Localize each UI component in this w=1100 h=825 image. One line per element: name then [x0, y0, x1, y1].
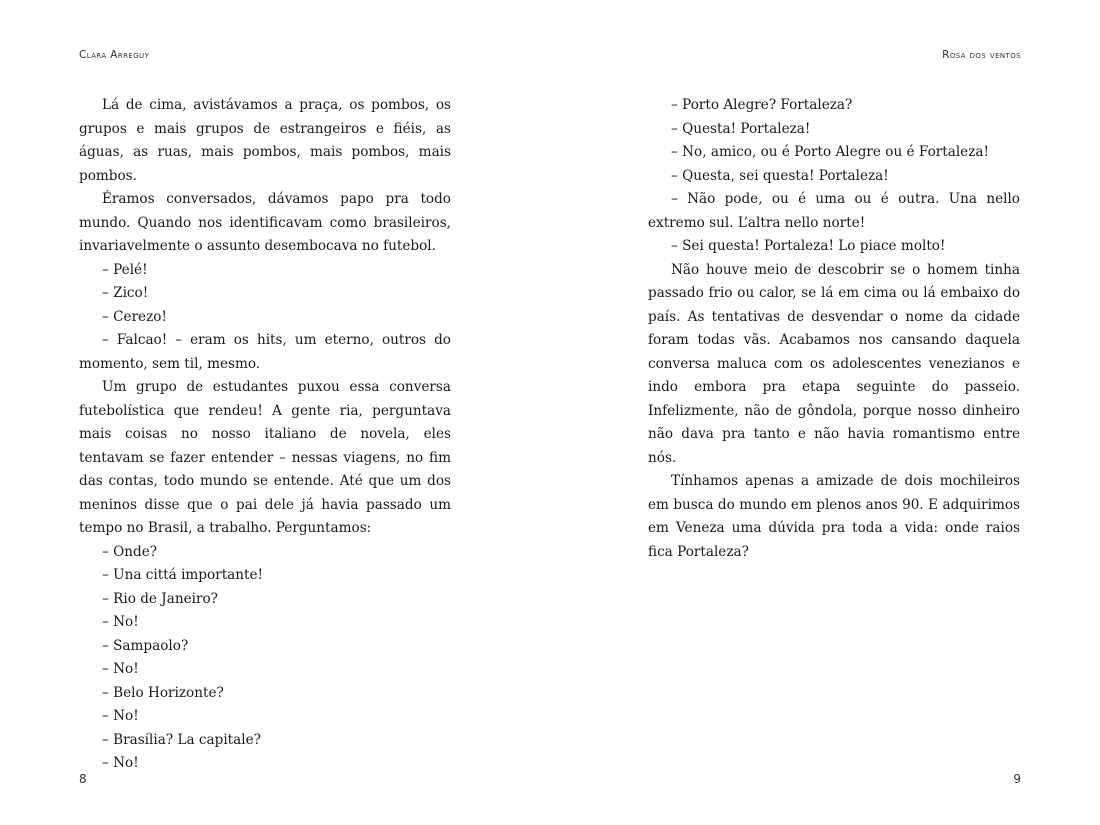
dialog-line: – No! — [102, 708, 139, 724]
dialog-line: – Zico! — [102, 285, 149, 301]
dialog-line: – Rio de Janeiro? — [102, 590, 218, 607]
dialog-line: – No, amico, ou é Porto Alegre ou é Fortaleza! — [671, 144, 989, 160]
right-page-body — [648, 94, 1020, 564]
dialog-line: – Porto Alegre? Fortaleza? — [671, 97, 853, 113]
dialog-line: – Cerezo! — [102, 308, 167, 325]
dialog-line: – No! — [102, 755, 139, 771]
dialog-line: – Questa! Portaleza! — [671, 120, 811, 137]
dialog-line: – Sei questa! Portaleza! Lo piace molto! — [671, 238, 946, 254]
dialog-line: – No! — [102, 661, 139, 677]
dialog-line: – Sampaolo? — [102, 637, 189, 654]
paragraph: Lá de cima, avistávamos a praça, os pombos, os grupos e mais grupos de estrangeiros e fiéis, as águas, as ruas, mais pombos, mais pombos, mais pombos. — [79, 97, 451, 184]
paragraph: – Não pode, ou é uma ou é outra. Una nello extremo sul. L’altra nello norte! — [648, 191, 1020, 231]
dialog-line: – Brasília? La capitale? — [102, 731, 261, 748]
running-head-title: Rosa dos ventos — [942, 49, 1021, 61]
dialog-line: – Pelé! — [102, 261, 148, 278]
dialog-line: – Una cittá importante! — [102, 567, 263, 583]
left-page-body — [79, 94, 451, 776]
running-head-author: Clara Arreguy — [79, 49, 150, 61]
dialog-line: – No! — [102, 614, 139, 630]
page-number-right: 9 — [1013, 772, 1021, 786]
paragraph: Tínhamos apenas a amizade de dois mochileiros em busca do mundo em plenos anos 90. E adquirimos em Veneza uma dúvida pra toda a vida: onde raios fica Portaleza? — [648, 473, 1020, 560]
paragraph: Não houve meio de descobrir se o homem tinha passado frio ou calor, se lá em cima ou lá embaixo do país. As tentativas de desvendar o nome da cidade foram todas vãs. Acabamos nos cansando daquela conversa maluca com os adolescentes venezianos e indo embora pra etapa seguinte do passeio. Infelizmente, não de gôndola, porque nosso dinheiro não dava pra tanto e não havia romantismo entre nós. — [648, 261, 1020, 466]
page-number-left: 8 — [79, 772, 87, 786]
dialog-line: – Questa, sei questa! Portaleza! — [671, 167, 889, 184]
paragraph: Um grupo de estudantes puxou essa conversa futebolística que rendeu! A gente ria, perguntava mais coisas no nosso italiano de novela, eles tentavam se fazer entender – nessas viagens, no fim das contas, todo mundo se entende. Até que um dos meninos disse que o pai dele já havia passado um tempo no Brasil, a trabalho. Perguntamos: — [79, 379, 451, 536]
paragraph: Éramos conversados, dávamos papo pra todo mundo. Quando nos identificavam como brasileiros, invariavelmente o assunto desembocava no futebol. — [79, 191, 451, 254]
right-page — [550, 0, 1100, 825]
dialog-line: – Onde? — [102, 543, 158, 560]
paragraph: – Falcao! – eram os hits, um eterno, outros do momento, sem til, mesmo. — [79, 332, 451, 372]
dialog-line: – Belo Horizonte? — [102, 684, 224, 701]
